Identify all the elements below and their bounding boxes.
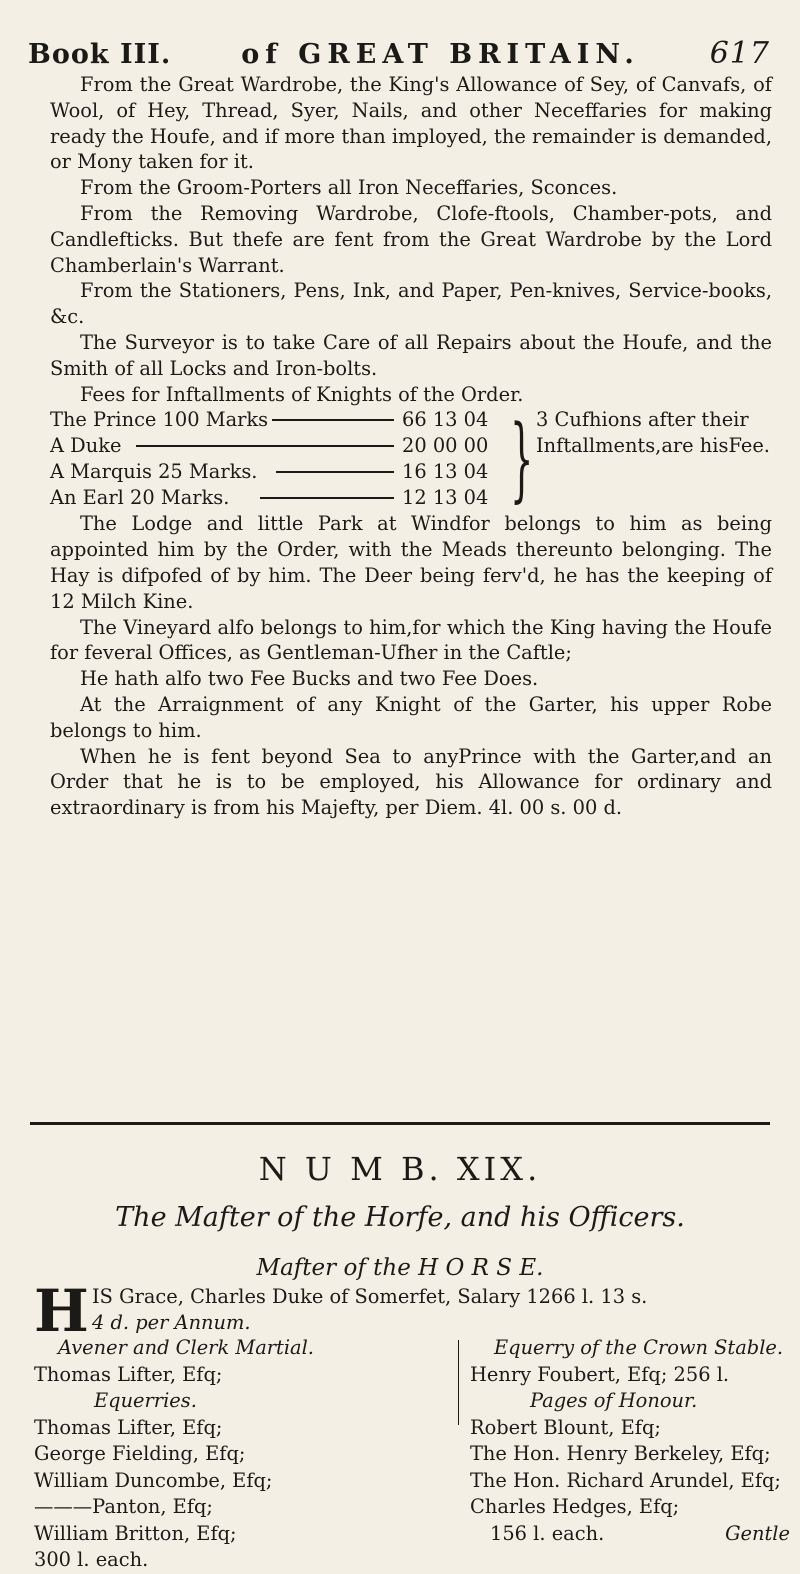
paragraph: The Surveyor is to take Care of all Repairs about the Houfe, and the Smith of all Locks and Iron-bolts. [50, 330, 772, 380]
column-heading: Equerries. [94, 1389, 197, 1412]
brace-glyph: } [510, 405, 534, 513]
officer-name: The Hon. Henry Berkeley, Efq; [470, 1442, 771, 1465]
section-number: N U M B. XIX. [258, 1150, 542, 1188]
fee-row [50, 485, 500, 511]
salary-note: 300 l. each. [34, 1548, 149, 1571]
leader-line [272, 419, 394, 421]
fee-label: A Duke [50, 434, 122, 458]
leader-line [260, 497, 394, 499]
column-heading: Avener and Clerk Martial. [58, 1336, 314, 1359]
drop-cap: H [34, 1277, 89, 1345]
officer-name: Thomas Lifter, Efq; [34, 1415, 223, 1439]
paragraph: At the Arraignment of any Knight of the Garter, his upper Robe belongs to him. [50, 692, 772, 742]
column-divider [458, 1340, 459, 1425]
fee-label: An Earl 20 Marks. [50, 486, 230, 510]
paragraph: The Lodge and little Park at Windfor belongs to him as being appointed him by the Order, with the Meads thereunto belonging. The Hay is difpofed of by him. The Deer being ferv'd, he has the keeping of 12 Milch Kine. [50, 512, 772, 613]
officer-name: Thomas Lifter, Efq; [34, 1362, 223, 1386]
officer-name: George Fielding, Efq; [34, 1442, 246, 1465]
fees-table [50, 407, 772, 511]
page-number: 617 [709, 36, 770, 71]
officer-name: The Hon. Richard Arundel, Efq; [470, 1468, 781, 1492]
fee-label: The Prince 100 Marks [50, 408, 269, 432]
paragraph: From the Great Wardrobe, the King's Allowance of Sey, of Canvafs, of Wool, of Hey, Thread, Syer, Nails, and other Neceffaries for making ready the Houfe, and if more than imployed, the remainder is demanded, or Mony taken for it. [50, 73, 772, 174]
book-number: Book III. [28, 39, 172, 70]
right-column [470, 1335, 790, 1548]
catchword: Gentle [725, 1522, 790, 1545]
officer-name: Henry Foubert, Efq; 256 l. [470, 1362, 730, 1386]
column-heading: Pages of Honour. [530, 1389, 698, 1412]
fee-amount: 12 13 04 [402, 486, 489, 510]
officer-name: William Britton, Efq; [34, 1521, 237, 1545]
officer-name: ———Panton, Efq; [34, 1495, 213, 1518]
paragraph: From the Stationers, Pens, Ink, and Paper, Pen-knives, Service-books, &c. [50, 279, 772, 329]
intro-line: IS Grace, Charles Duke of Somerfet, Salary 1266 l. 13 s. [92, 1285, 648, 1308]
paragraph: From the Groom-Porters all Iron Neceffaries, Sconces. [80, 176, 618, 200]
paragraph: From the Removing Wardrobe, Clofe-ftools, Chamber-pots, and Candlefticks. But thefe are fent from the Great Wardrobe by the Lord Chamberlain's Warrant. [50, 201, 772, 277]
column-heading: Equerry of the Crown Stable. [494, 1336, 784, 1359]
salary-note: 156 l. each. [490, 1521, 605, 1545]
paragraph: He hath alfo two Fee Bucks and two Fee Does. [80, 667, 539, 691]
main-text [50, 72, 772, 821]
fee-row [50, 459, 500, 485]
running-header [28, 36, 770, 71]
fee-label: A Marquis 25 Marks. [50, 460, 258, 484]
intro-line-2: 4 d. per Annum. [92, 1311, 251, 1334]
section-divider [30, 1122, 770, 1125]
officer-name: Charles Hedges, Efq; [470, 1495, 680, 1518]
paragraph: Fees for Inftallments of Knights of the Order. [80, 382, 524, 406]
paragraph: When he is fent beyond Sea to anyPrince with the Garter,and an Order that he is to be employed, his Allowance for ordinary and extraordinary is from his Majefty, per Diem. 4l. 00 s. 00 d. [50, 744, 772, 820]
fee-note: 3 Cufhions after their Inftallments,are hisFee. [536, 408, 770, 458]
fee-amount: 20 00 00 [402, 434, 489, 458]
section-subtitle: Mafter of the H O R S E. [256, 1255, 544, 1281]
section-title: The Mafter of the Horfe, and his Officers. [115, 1202, 685, 1233]
left-column [34, 1335, 434, 1574]
fee-row [50, 433, 500, 459]
fee-amount: 66 13 04 [402, 408, 489, 432]
officer-name: William Duncombe, Efq; [34, 1468, 273, 1492]
running-title: of GREAT BRITAIN. [241, 39, 640, 70]
fee-amount: 16 13 04 [402, 460, 489, 484]
paragraph: The Vineyard alfo belongs to him,for which the King having the Houfe for feveral Offices, as Gentleman-Ufher in the Caftle; [50, 615, 772, 665]
leader-line [136, 445, 394, 447]
leader-line [276, 471, 394, 473]
fee-row [50, 407, 500, 433]
officer-name: Robert Blount, Efq; [470, 1415, 661, 1439]
